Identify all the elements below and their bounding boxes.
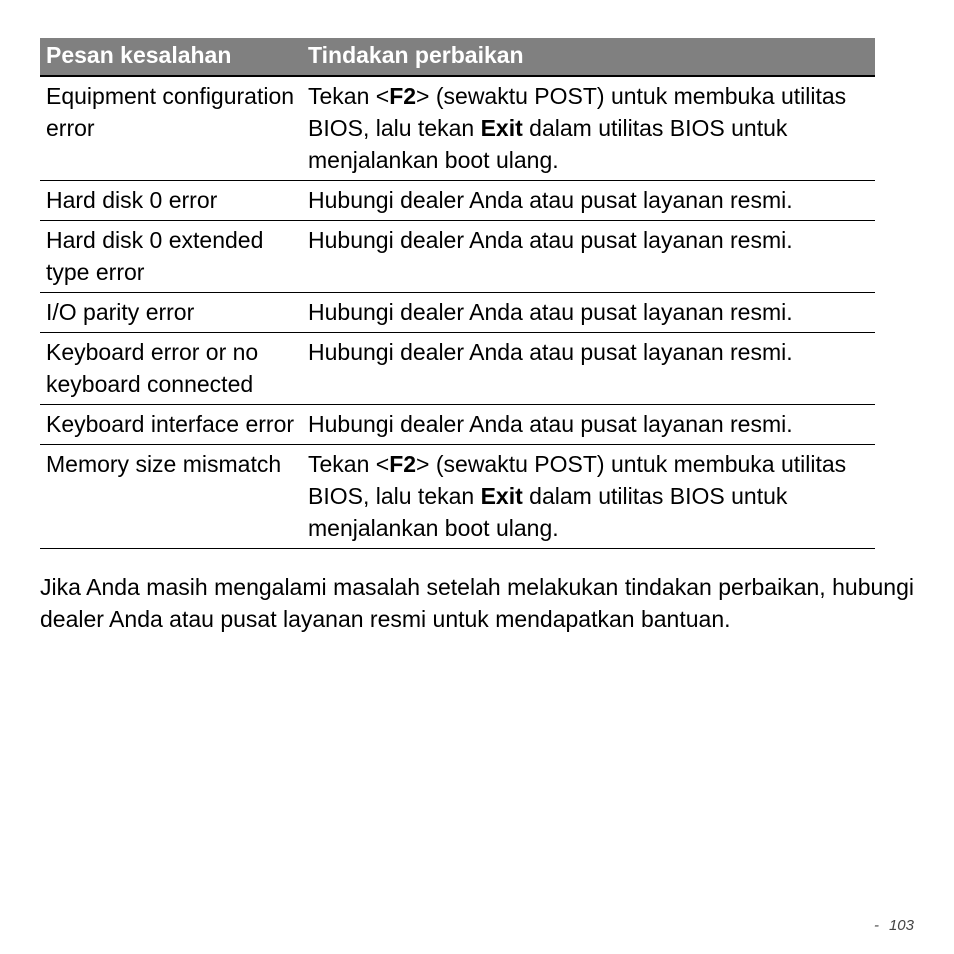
key-term: F2 bbox=[389, 83, 417, 109]
table-row bbox=[40, 293, 875, 333]
action-text: > (sewaktu POST) untuk membuka utilitas BIOS, lalu tekan bbox=[308, 83, 847, 141]
page-footer bbox=[874, 917, 914, 934]
action-text: dalam utilitas BIOS untuk menjalankan boot ulang. bbox=[308, 115, 788, 173]
action-text: dalam utilitas BIOS untuk menjalankan boot ulang. bbox=[308, 483, 788, 541]
action-text: Hubungi dealer Anda atau pusat layanan resmi. bbox=[308, 299, 793, 325]
table-row bbox=[40, 181, 875, 221]
table-row bbox=[40, 221, 875, 293]
action-text: Hubungi dealer Anda atau pusat layanan resmi. bbox=[308, 187, 793, 213]
action-text: Hubungi dealer Anda atau pusat layanan resmi. bbox=[308, 339, 793, 365]
action-text: > (sewaktu POST) untuk membuka utilitas BIOS, lalu tekan bbox=[308, 451, 847, 509]
corrective-action-cell bbox=[302, 76, 875, 181]
corrective-action-cell bbox=[302, 405, 875, 445]
error-message-cell: Hard disk 0 error bbox=[40, 181, 302, 221]
header-error-message: Pesan kesalahan bbox=[40, 38, 302, 76]
error-table bbox=[40, 38, 875, 549]
error-message-cell: Keyboard error or no keyboard connected bbox=[40, 333, 302, 405]
footer-dash: - bbox=[873, 917, 879, 934]
header-corrective-action: Tindakan perbaikan bbox=[302, 38, 875, 76]
error-message-cell: Memory size mismatch bbox=[40, 445, 302, 549]
key-term: Exit bbox=[480, 115, 523, 141]
table-body bbox=[40, 76, 875, 549]
action-text: Tekan < bbox=[308, 83, 390, 109]
help-note: Jika Anda masih mengalami masalah setelah melakukan tindakan perbaikan, hubungi dealer Anda atau pusat layanan resmi untuk mendapatkan bantuan. bbox=[40, 574, 914, 632]
table-row bbox=[40, 333, 875, 405]
table-row bbox=[40, 445, 875, 549]
corrective-action-cell bbox=[302, 333, 875, 405]
error-message-cell: Equipment configuration error bbox=[40, 76, 302, 181]
corrective-action-cell bbox=[302, 181, 875, 221]
table-row bbox=[40, 76, 875, 181]
corrective-action-cell bbox=[302, 221, 875, 293]
action-text: Hubungi dealer Anda atau pusat layanan resmi. bbox=[308, 227, 793, 253]
corrective-action-cell bbox=[302, 445, 875, 549]
action-text: Tekan < bbox=[308, 451, 390, 477]
action-text: Hubungi dealer Anda atau pusat layanan resmi. bbox=[308, 411, 793, 437]
table-row bbox=[40, 405, 875, 445]
corrective-action-cell bbox=[302, 293, 875, 333]
error-message-cell: I/O parity error bbox=[40, 293, 302, 333]
key-term: F2 bbox=[389, 451, 417, 477]
table-header-row bbox=[40, 38, 875, 76]
error-message-cell: Keyboard interface error bbox=[40, 405, 302, 445]
page-number: 103 bbox=[888, 917, 914, 934]
error-message-cell: Hard disk 0 extended type error bbox=[40, 221, 302, 293]
key-term: Exit bbox=[480, 483, 523, 509]
